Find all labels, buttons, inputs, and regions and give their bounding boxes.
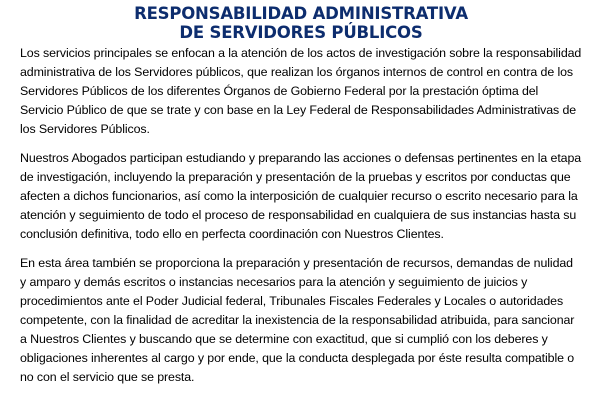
- paragraph-1: Los servicios principales se enfocan a la atención de los actos de investigación sobre la responsabilidad administrativa de los Servidores públicos, que realizan los órganos internos de control en contra de los Servidores Públicos de los diferentes Órganos de Gobierno Federal por la prestación óptima del Servicio Público de que se trate y con base en la Ley Federal de Responsabilidades Administrativas de los Servidores Públicos.: [20, 46, 582, 136]
- document-page: [20, 4, 582, 387]
- page-title: [20, 4, 582, 42]
- page-title-line-1: RESPONSABILIDAD ADMINISTRATIVA: [134, 4, 468, 23]
- paragraph-2: Nuestros Abogados participan estudiando y preparando las acciones o defensas pertinentes en la etapa de investigación, incluyendo la preparación y presentación de la pruebas y escritos por conductas que afecten a dichos funcionarios, así como la interposición de cualquier recurso o escrito necesario para la atención y seguimiento de todo el proceso de responsabilidad en cualquiera de sus instancias hasta su conclusión definitiva, todo ello en perfecta coordinación con Nuestros Clientes.: [20, 151, 582, 241]
- paragraph-3: En esta área también se proporciona la preparación y presentación de recursos, demandas de nulidad y amparo y demás escritos o instancias necesarios para la atención y seguimiento de juicios y procedimientos ante el Poder Judicial federal, Tribunales Fiscales Federales y Locales o autoridades competente, con la finalidad de acreditar la inexistencia de la responsabilidad atribuida, para sancionar a Nuestros Clientes y buscando que se determine con exactitud, que si cumplió con los deberes y obligaciones inherentes al cargo y por ende, que la conducta desplegada por éste resulta compatible o no con el servicio que se presta.: [20, 256, 575, 384]
- page-title-line-2: DE SERVIDORES PÚBLICOS: [179, 23, 423, 42]
